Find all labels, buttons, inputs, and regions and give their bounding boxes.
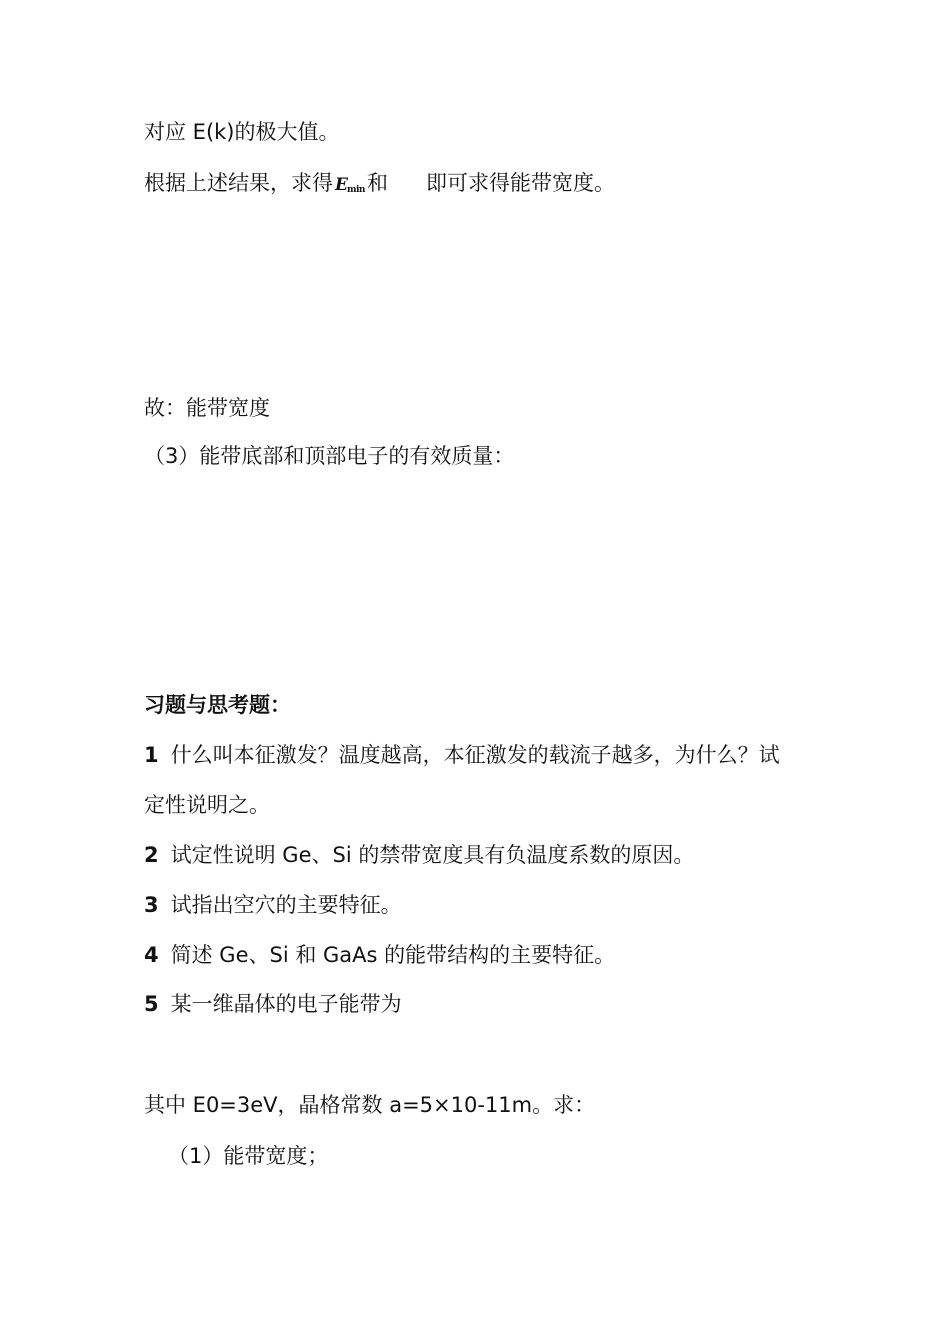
text-line-max-value: 对应 E(k)的极大值。 [144, 120, 340, 144]
exercise-number: 4 [144, 943, 159, 967]
text-segment: 根据上述结果，求得 [144, 171, 333, 195]
exercise-item [144, 989, 402, 1019]
exercise-text: 试定性说明 Ge、Si 的禁带宽度具有负温度系数的原因。 [170, 843, 695, 867]
text-line-band-width-derivation [144, 168, 615, 205]
exercise-subquestion: （1）能带宽度； [168, 1144, 329, 1168]
exercises-heading: 习题与思考题： [144, 693, 291, 717]
exercise-number: 5 [144, 992, 159, 1016]
text-line-effective-mass: （3）能带底部和顶部电子的有效质量： [144, 444, 515, 468]
exercise-item [144, 890, 402, 920]
exercise-number: 3 [144, 893, 159, 917]
exercise-item [144, 740, 780, 770]
exercise-text: 试指出空穴的主要特征。 [170, 893, 402, 917]
exercise-item [144, 940, 615, 970]
exercise-given-values: 其中 E0=3eV，晶格常数 a=5×10-11m。求： [144, 1093, 596, 1117]
exercise-item-continuation [144, 790, 270, 820]
text-line-band-width: 故：能带宽度 [144, 396, 270, 420]
exercise-text: 定性说明之。 [144, 793, 270, 817]
exercise-number: 1 [144, 743, 159, 767]
exercise-text: 某一维晶体的电子能带为 [170, 992, 402, 1016]
exercise-number: 2 [144, 843, 159, 867]
exercise-item [144, 840, 694, 870]
e-min-symbol: $E_{min}$ [335, 175, 365, 195]
text-segment: 即可求得能带宽度。 [425, 171, 615, 195]
exercise-text: 简述 Ge、Si 和 GaAs 的能带结构的主要特征。 [170, 943, 616, 967]
exercise-text: 什么叫本征激发？温度越高，本征激发的载流子越多，为什么？试 [170, 743, 780, 767]
text-segment: 和 [366, 171, 388, 195]
